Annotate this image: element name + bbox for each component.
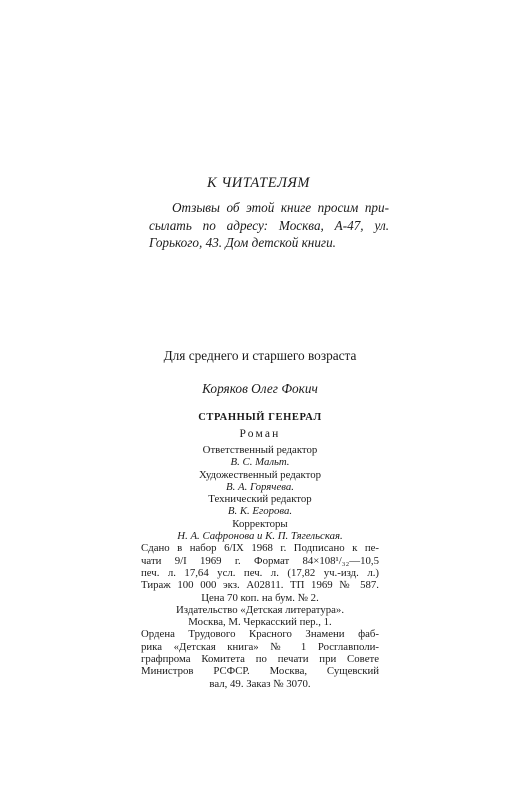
- publication-line: чати 9/I 1969 г. Формат 84×108¹/₃₂—10,5: [141, 554, 379, 567]
- credit-role: Художественный редактор: [198, 468, 321, 481]
- publication-line: Москва, М. Черкасский пер., 1.: [188, 616, 332, 629]
- age-group: Для среднего и старшего возраста: [163, 348, 357, 363]
- publication-line: Министров РСФСР. Москва, Сущевский: [141, 665, 379, 678]
- imprint-block: [141, 348, 379, 690]
- credit-role: Корректоры: [232, 517, 288, 530]
- publication-line: вал, 49. Заказ № 3070.: [209, 677, 311, 690]
- reader-notice-title: К ЧИТАТЕЛЯМ: [206, 175, 311, 191]
- credit-role: Технический редактор: [208, 493, 312, 506]
- publication-details: [141, 542, 379, 690]
- genre-label: Роман: [239, 428, 281, 440]
- author-name: Коряков Олег Фокич: [202, 381, 318, 396]
- credits: [141, 444, 379, 542]
- publication-line: Цена 70 коп. на бум. № 2.: [201, 591, 319, 604]
- publication-line: Сдано в набор 6/IX 1968 г. Подписано к пе-: [141, 542, 379, 555]
- publication-line: Ордена Трудового Красного Знамени фаб-: [141, 628, 379, 641]
- publication-line: печ. л. 17,64 усл. печ. л. (17,82 уч.-изд. л.): [141, 566, 379, 579]
- reader-notice-text: [149, 199, 389, 252]
- publication-line: Издательство «Детская литература».: [175, 603, 345, 616]
- reader-notice-line: сылать по адресу: Москва, А-47, ул.: [149, 217, 389, 233]
- reader-notice-line: Горького, 43. Дом детской книги.: [149, 235, 336, 250]
- reader-notice-line: Отзывы об этой книге просим при-: [172, 200, 389, 215]
- credit-person: Н. А. Сафронова и К. П. Тягельская.: [177, 530, 343, 543]
- credit-role: Ответственный редактор: [202, 444, 318, 456]
- publication-line: Тираж 100 000 экз. А02811. ТП 1969 № 587.: [141, 579, 379, 592]
- credit-person: В. С. Мальт.: [230, 456, 290, 469]
- publication-line: рика «Детская книга» № 1 Росглавполи-: [141, 640, 379, 653]
- book-title: СТРАННЫЙ ГЕНЕРАЛ: [198, 412, 322, 423]
- credit-person: В. К. Егорова.: [227, 505, 293, 518]
- publication-line: графпрома Комитета по печати при Совете: [141, 653, 379, 666]
- credit-person: В. А. Горячева.: [226, 480, 294, 493]
